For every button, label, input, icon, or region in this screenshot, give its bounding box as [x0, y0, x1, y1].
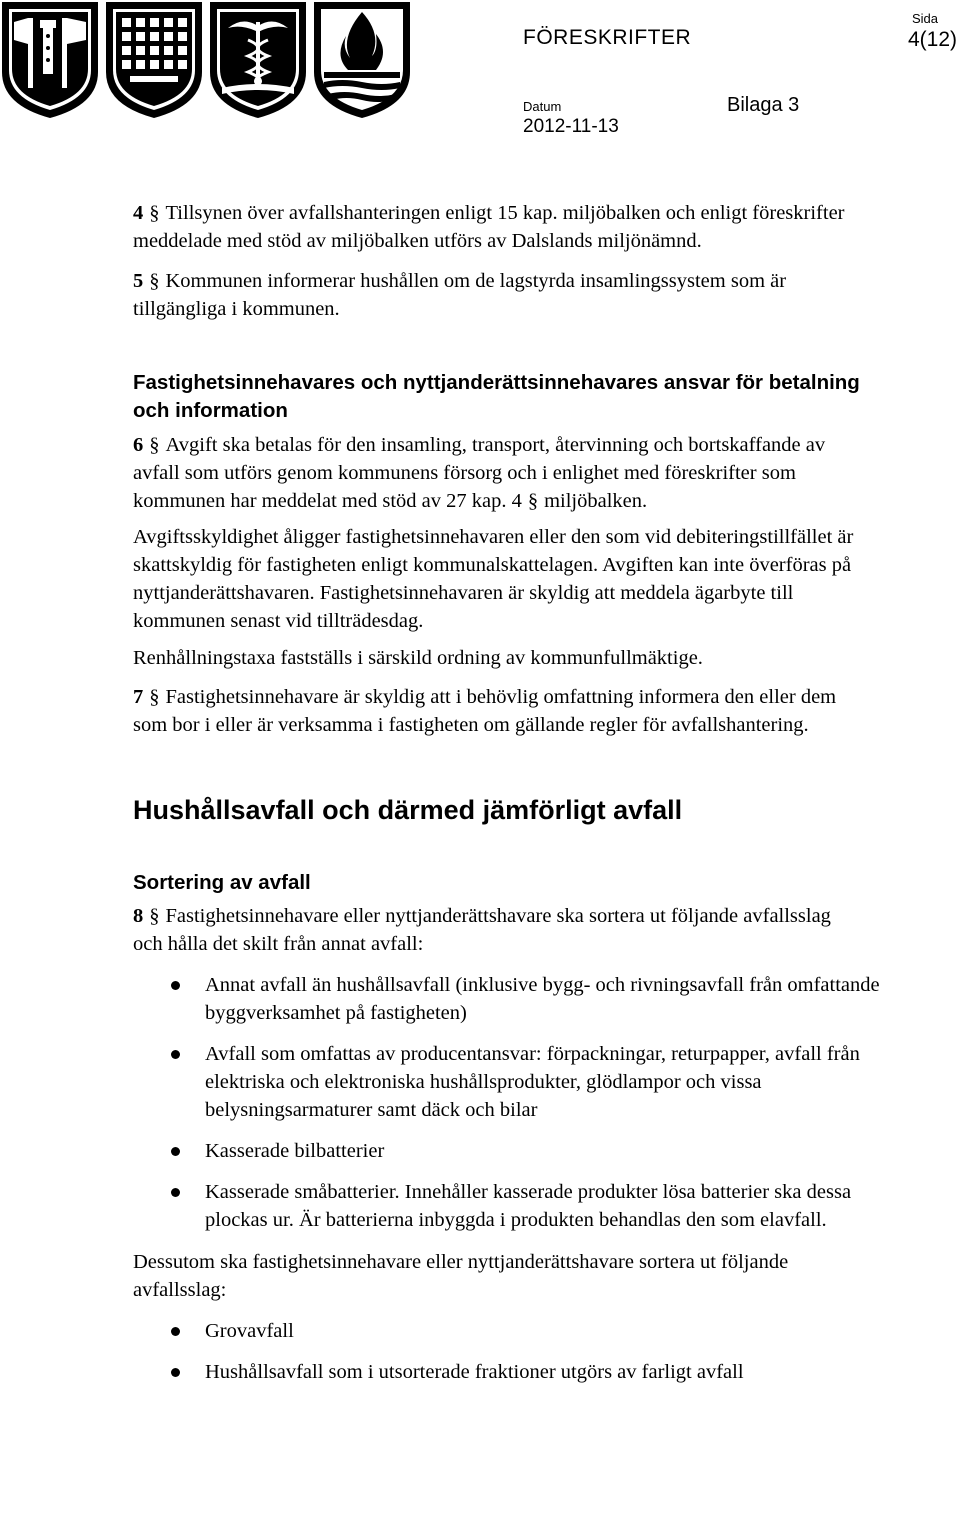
list-item: Avfall som omfattas av producentansvar: förpackningar, returpapper, avfall från elektriska och elektroniska hushållsprodukter, glödlampor och vissa belysningsarmaturer samt däck och bilar: [133, 1040, 893, 1124]
axes-crest-icon: [2, 2, 98, 118]
paragraph-text-end: miljöbalken.: [544, 490, 648, 512]
document-date: 2012-11-13: [523, 116, 619, 137]
paragraph-text: Tillsynen över avfallshanteringen enligt 15 kap. miljöbalken och enligt föreskrifter meddelade med stöd av miljöbalken utförs av Dalslands miljönämnd.: [133, 202, 845, 252]
paragraph-8-additional: Dessutom ska fastighetsinnehavare eller nyttjanderättshavare sortera ut följande avfallsslag:: [133, 1251, 789, 1301]
list-item: Hushållsavfall som i utsorterade fraktioner utgörs av farligt avfall: [133, 1358, 893, 1386]
date-label: Datum: [523, 99, 562, 114]
list-item: Kasserade småbatterier. Innehåller kasserade produkter lösa batterier ska dessa plockas ur. Är batterierna inbyggda i produkten behandlas den som elavfall.: [133, 1178, 893, 1234]
page-label: Sida: [912, 11, 939, 26]
section-sign: §: [149, 686, 160, 708]
section-sign: §: [149, 202, 160, 224]
section-sign: §: [149, 905, 160, 927]
paragraph-6-liability: Avgiftsskyldighet åligger fastighetsinnehavaren eller den som vid debiteringstillfället är skattskyldig för fastigheten enligt kommunalskattelagen. Avgiften kan inte överföras på nyttjanderättshavaren. Fastighetsinnehavaren är skyldig att meddela ägarbyte till kommunen senast vid tillträdesdag.: [133, 526, 854, 632]
bullet-icon: [171, 981, 180, 990]
section-sign: §: [527, 490, 539, 512]
paragraph-text: Fastighetsinnehavare är skyldig att i behövlig omfattning informera den eller dem som bor i eller är verksamma i fastigheten om gällande regler för avfallshantering.: [133, 686, 837, 736]
page-number: 4(12): [908, 28, 958, 51]
document-body: [133, 199, 893, 1386]
bullet-icon: [171, 1188, 180, 1197]
section-sign: §: [149, 270, 160, 292]
paragraph-8: [133, 902, 833, 958]
paragraph-number: 6: [133, 434, 144, 456]
paragraph-text: Avgift ska betalas för den insamling, transport, återvinning och bortskaffande av avfall som utförs genom kommunens försorg och i enlighet med föreskrifter som kommunen har meddelat med stöd av 27 kap. 4: [133, 434, 826, 512]
paragraph-6-tariff: Renhållningstaxa fastställs i särskild ordning av kommunfullmäktige.: [133, 647, 703, 669]
section-sign: §: [149, 434, 160, 456]
paragraph-number: 8: [133, 905, 144, 927]
bullet-icon: [171, 1327, 180, 1336]
section-heading-responsibility: Fastighetsinnehavares och nyttjanderättsinnehavares ansvar för betalning och information: [133, 371, 860, 422]
caduceus-crest-icon: [210, 2, 306, 118]
paragraph-number: 4: [133, 202, 144, 224]
list-item: Grovavfall: [133, 1317, 893, 1345]
appendix-label: Bilaga 3: [727, 94, 800, 116]
list-item: Kasserade bilbatterier: [133, 1137, 893, 1165]
paragraph-7: [133, 683, 868, 739]
list-item: Annat avfall än hushållsavfall (inklusive bygg- och rivningsavfall från omfattande byggverksamhet på fastigheten): [133, 971, 893, 1027]
paragraph-text: Fastighetsinnehavare eller nyttjanderättshavare ska sortera ut följande avfallsslag och hålla det skilt från annat avfall:: [133, 905, 831, 955]
paragraph-number: 7: [133, 686, 144, 708]
bullet-icon: [171, 1147, 180, 1156]
fence-crest-icon: [106, 2, 202, 118]
waste-types-list: [133, 971, 893, 1234]
bullet-icon: [171, 1050, 180, 1059]
paragraph-5: [133, 267, 878, 323]
flame-crest-icon: [314, 2, 410, 118]
paragraph-4: [133, 199, 868, 255]
document-type-title: FÖRESKRIFTER: [523, 26, 692, 49]
municipal-crests: [0, 0, 420, 120]
additional-waste-types-list: [133, 1317, 893, 1386]
paragraph-6: [133, 431, 833, 515]
section-heading-sorting: Sortering av avfall: [133, 871, 311, 894]
bullet-icon: [171, 1368, 180, 1377]
paragraph-text: Kommunen informerar hushållen om de lagstyrda insamlingssystem som är tillgängliga i kommunen.: [133, 270, 787, 320]
chapter-heading-household-waste: Hushållsavfall och därmed jämförligt avfall: [133, 795, 683, 825]
paragraph-number: 5: [133, 270, 144, 292]
